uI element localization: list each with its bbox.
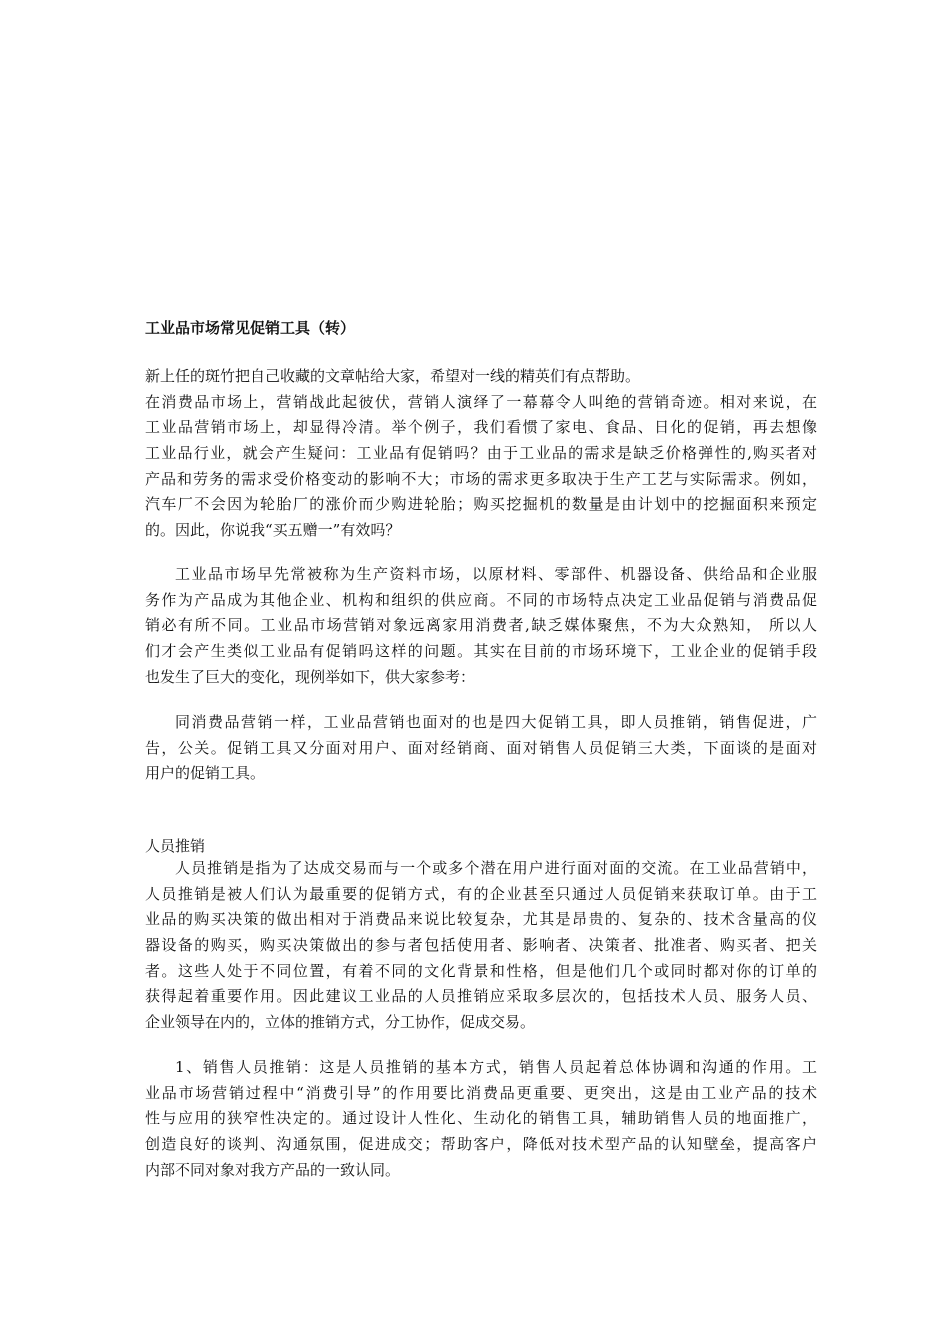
text-line: 产品和劳务的需求受价格变动的影响不大；市场的需求更多取决于生产工艺与实际需求。例如， [145,469,817,488]
market-paragraph [145,562,817,690]
text-line: 企业领导在内的，立体的推销方式，分工协作，促成交易。 [145,1013,536,1032]
text-line: 者。这些人处于不同位置，有着不同的文化背景和性格，但是他们几个或同时都对你的订单的 [145,961,817,980]
text-line: 告，公关。促销工具又分面对用户、面对经销商、面对销售人员促销三大类，下面谈的是面对 [145,738,817,757]
section-heading: 人员推销 [145,837,206,855]
text-line: 销必有所不同。工业品市场营销对象远离家用消费者,缺乏媒体聚焦，不为大众熟知， 所以人 [145,616,817,635]
intro-paragraph [145,364,817,544]
text-line: 获得起着重要作用。因此建议工业品的人员推销应采取多层次的，包括技术人员、服务人员、 [145,987,817,1006]
text-line: 用户的促销工具。 [145,764,266,783]
text-line: 汽车厂不会因为轮胎厂的涨价而少购进轮胎；购买挖掘机的数量是由计划中的挖掘面积来预定 [145,495,817,514]
personal-selling-paragraph [145,856,817,1036]
text-line: 性与应用的狭窄性决定的。通过设计人性化、生动化的销售工具，辅助销售人员的地面推广， [145,1109,817,1128]
text-line: 们才会产生类似工业品有促销吗这样的问题。其实在目前的市场环境下，工业企业的促销手段 [145,642,817,661]
text-line: 人员推销是指为了达成交易而与一个或多个潜在用户进行面对面的交流。在工业品营销中， [175,859,817,877]
text-line: 创造良好的谈判、沟通氛围，促进成交；帮助客户，降低对技术型产品的认知壁垒，提高客户 [145,1135,817,1154]
tools-paragraph [145,710,817,787]
text-line: 业品的购买决策的做出相对于消费品来说比较复杂，尤其是昂贵的、复杂的、技术含量高的仪 [145,910,817,929]
text-line: 工业品市场早先常被称为生产资料市场，以原材料、零部件、机器设备、供给品和企业服 [175,565,817,583]
text-line: 务作为产品成为其他企业、机构和组织的供应商。不同的市场特点决定工业品促销与消费品促 [145,590,817,609]
text-line: 内部不同对象对我方产品的一致认同。 [145,1160,401,1179]
text-line: 1、销售人员推销：这是人员推销的基本方式，销售人员起着总体协调和沟通的作用。工 [175,1058,817,1076]
text-line: 新上任的斑竹把自己收藏的文章帖给大家，希望对一线的精英们有点帮助。 [145,367,641,385]
text-line: 人员推销是被人们认为最重要的促销方式，有的企业甚至只通过人员促销来获取订单。由于工 [145,884,817,903]
sales-staff-paragraph [145,1055,817,1183]
text-line: 器设备的购买，购买决策做出的参与者包括使用者、影响者、决策者、批准者、购买者、把关 [145,936,817,955]
text-line: 业品市场营销过程中“消费引导”的作用要比消费品更重要、更突出，这是由工业产品的技术 [145,1083,817,1102]
text-line: 也发生了巨大的变化，现例举如下，供大家参考： [145,667,476,686]
document-title: 工业品市场常见促销工具（转） [145,319,356,337]
text-line: 的。因此，你说我“买五赠一”有效吗？ [145,521,401,540]
text-line: 工业品营销市场上，却显得冷清。举个例子，我们看惯了家电、食品、日化的促销，再去想像 [145,418,817,437]
text-line: 在消费品市场上，营销战此起彼伏，营销人演绎了一幕幕令人叫绝的营销奇迹。相对来说，在 [145,392,817,411]
text-line: 同消费品营销一样，工业品营销也面对的也是四大促销工具，即人员推销，销售促进，广 [175,713,817,731]
text-line: 工业品行业，就会产生疑问：工业品有促销吗？由于工业品的需求是缺乏价格弹性的,购买者对 [145,444,817,463]
